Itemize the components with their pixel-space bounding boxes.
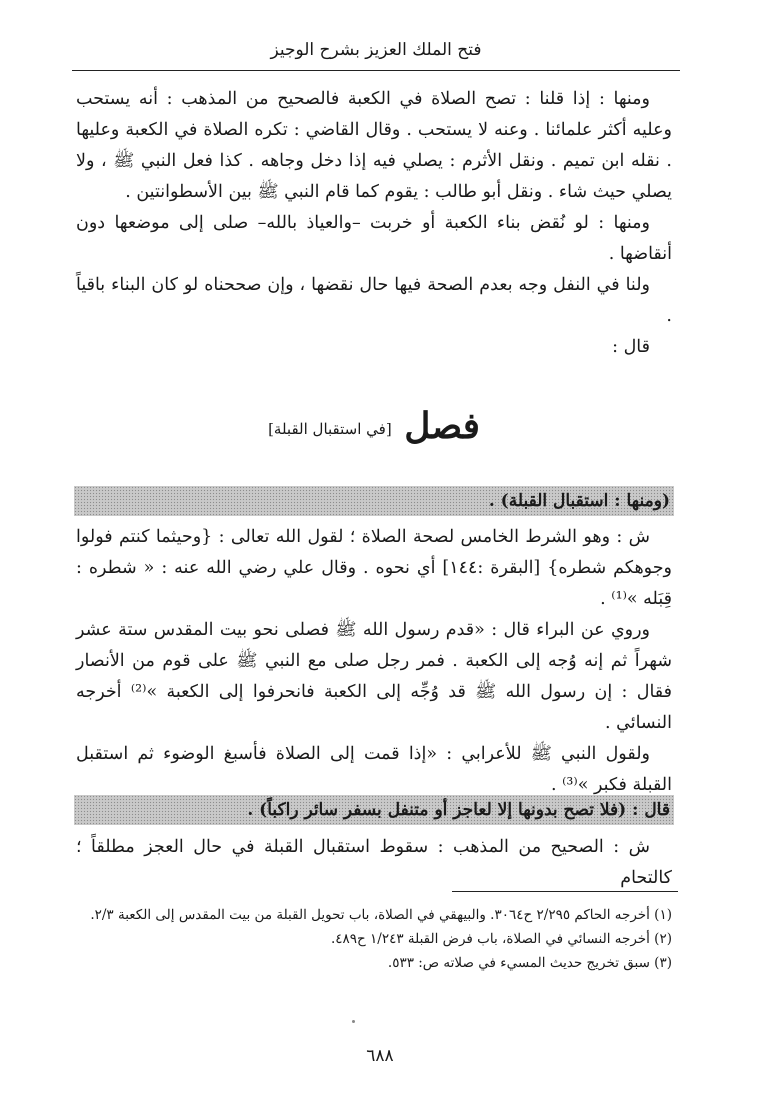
footnote-1: (١) أخرجه الحاكم ٢/٢٩٥ ح٣٠٦٤. والبيهقي في الصلاة، باب تحويل القبلة من بيت المقدس إلى الكعبة ٢/٣. xyxy=(90,907,672,923)
paragraph-7: ولقول النبي ﷺ للأعرابي : «إذا قمت إلى الصلاة فأسبغ الوضوء ثم استقبل القبلة فكبر »⁽³⁾ . xyxy=(76,744,672,795)
paragraph-1: ومنها : إذا قلنا : تصح الصلاة في الكعبة فالصحيح من المذهب : أنه يستحب وعليه أكثر علمائنا . وعنه لا يستحب . وقال القاضي : تكره الصلاة في الكعبة وعليها . نقله ابن تميم . ونقل الأثرم : يصلي فيه إذا دخل وجاهه . كذا فعل النبي ﷺ ، ولا يصلي حيث شاء . ونقل أبو طالب : يقوم كما قام النبي ﷺ بين الأسطوانتين . xyxy=(76,89,672,202)
section-heading-main: فصل xyxy=(404,405,480,447)
paragraph-5: ش : وهو الشرط الخامس لصحة الصلاة ؛ لقول الله تعالى : {وحيثما كنتم فولوا وجوهكم شطره} [البقرة :١٤٤] أي نحوه . وقال علي رضي الله عنه : « شطره : قِبَله »⁽¹⁾ . xyxy=(76,527,672,609)
matn-line-1: (ومنها : استقبال القبلة) . xyxy=(74,486,674,516)
paragraph-4: قال : xyxy=(612,337,650,357)
footnote-separator xyxy=(452,891,678,892)
paragraph-2: ومنها : لو نُقض بناء الكعبة أو خربت –والعياذ بالله– صلى إلى موضعها دون أنقاضها . xyxy=(76,213,672,264)
running-header: فتح الملك العزيز بشرح الوجيز xyxy=(72,30,680,71)
body-bottom xyxy=(76,832,672,894)
paragraph-3: ولنا في النفل وجه بعدم الصحة فيها حال نقضها ، وإن صححناه لو كان البناء باقياً . xyxy=(76,275,672,326)
paragraph-8: ش : الصحيح من المذهب : سقوط استقبال القبلة في حال العجز مطلقاً ؛ كالتحام xyxy=(76,837,672,888)
paragraph-6: وروي عن البراء قال : «قدم رسول الله ﷺ فصلى نحو بيت المقدس ستة عشر شهراً ثم إنه وُجه إلى الكعبة . فمر رجل صلى مع النبي ﷺ على قوم من الأنصار فقال : إن رسول الله ﷺ قد وُجِّه إلى الكعبة فانحرفوا إلى الكعبة »⁽²⁾ أخرجه النسائي . xyxy=(76,620,672,733)
footnotes xyxy=(76,903,672,975)
body-middle xyxy=(76,522,672,801)
footnote-2: (٢) أخرجه النسائي في الصلاة، باب فرض القبلة ١/٢٤٣ ح٤٨٩. xyxy=(330,931,672,947)
page-number: ٦٨٨ xyxy=(366,1046,394,1066)
body-top xyxy=(76,84,672,363)
section-heading xyxy=(76,400,672,455)
section-heading-bracket: [في استقبال القبلة] xyxy=(268,420,392,438)
footnote-3: (٣) سبق تخريج حديث المسيء في صلاته ص: ٥٣٣. xyxy=(387,955,672,971)
matn-line-2: قال : (فلا تصح بدونها إلا لعاجز أو متنفل بسفر سائر راكباً) . xyxy=(74,795,674,825)
scan-speck xyxy=(352,1020,355,1023)
